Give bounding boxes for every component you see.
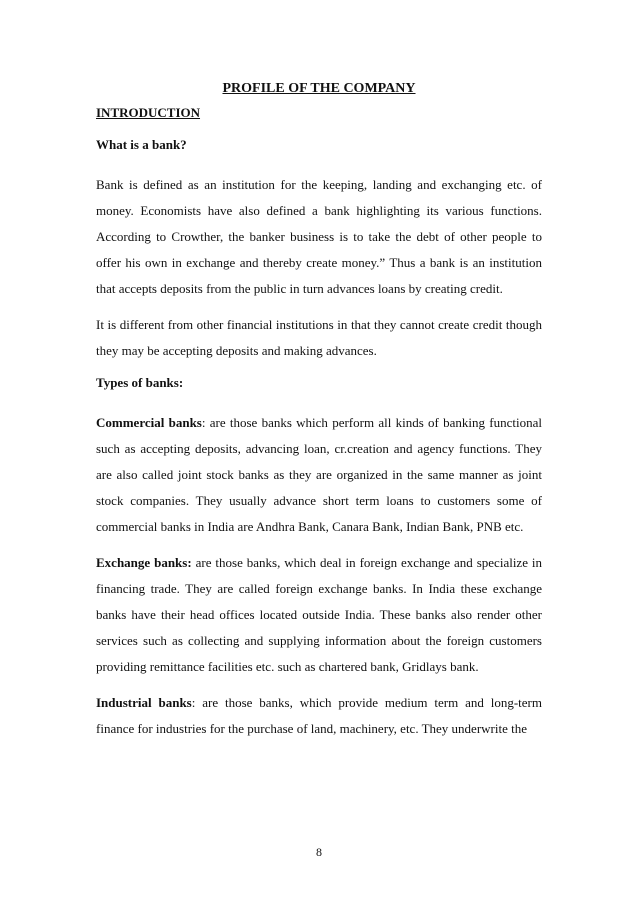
subheading-types-of-banks: Types of banks:: [96, 375, 184, 390]
paragraph-industrial-banks: [96, 690, 542, 742]
paragraph-commercial-banks: [96, 410, 542, 540]
page-number: 8: [316, 845, 322, 859]
term-commercial-banks: Commercial banks: [96, 415, 202, 430]
document-page: [96, 80, 542, 752]
section-heading-introduction: INTRODUCTION: [96, 105, 201, 120]
text-commercial-banks: : are those banks which perform all kinds of banking functional such as accepting deposits, advancing loan, cr.creation and agency functions. They are also called joint stock banks as they are organized in the same manner as joint stock companies. They usually advance short term loans to customers some of commercial banks in India are Andhra Bank, Canara Bank, Indian Bank, PNB etc.: [96, 415, 542, 534]
text-industrial-banks: : are those banks, which provide medium term and long-term finance for industries for the purchase of land, machinery, etc. They underwrite the: [96, 695, 542, 736]
page-title: PROFILE OF THE COMPANY: [222, 81, 416, 96]
paragraph-exchange-banks: [96, 550, 542, 680]
term-exchange-banks: Exchange banks:: [96, 555, 192, 570]
paragraph-difference: It is different from other financial institutions in that they cannot create credit though they may be accepting deposits and making advances.: [96, 317, 542, 358]
paragraph-bank-definition: Bank is defined as an institution for the keeping, landing and exchanging etc. of money. Economists have also defined a bank highlighting its various functions. According to Crowther, the banker business is to take the debt of other people to offer his own in exchange and thereby create money.” Thus a bank is an institution that accepts deposits from the public in turn advances loans by creating credit.: [96, 177, 542, 296]
subheading-what-is-a-bank: What is a bank?: [96, 137, 187, 152]
text-exchange-banks: are those banks, which deal in foreign exchange and specialize in financing trade. They are called foreign exchange banks. In India these exchange banks have their head offices located outside India. These banks also render other services such as collecting and supplying information about the foreign customers providing remittance facilities etc. such as chartered bank, Gridlays bank.: [96, 555, 543, 674]
term-industrial-banks: Industrial banks: [96, 695, 192, 710]
